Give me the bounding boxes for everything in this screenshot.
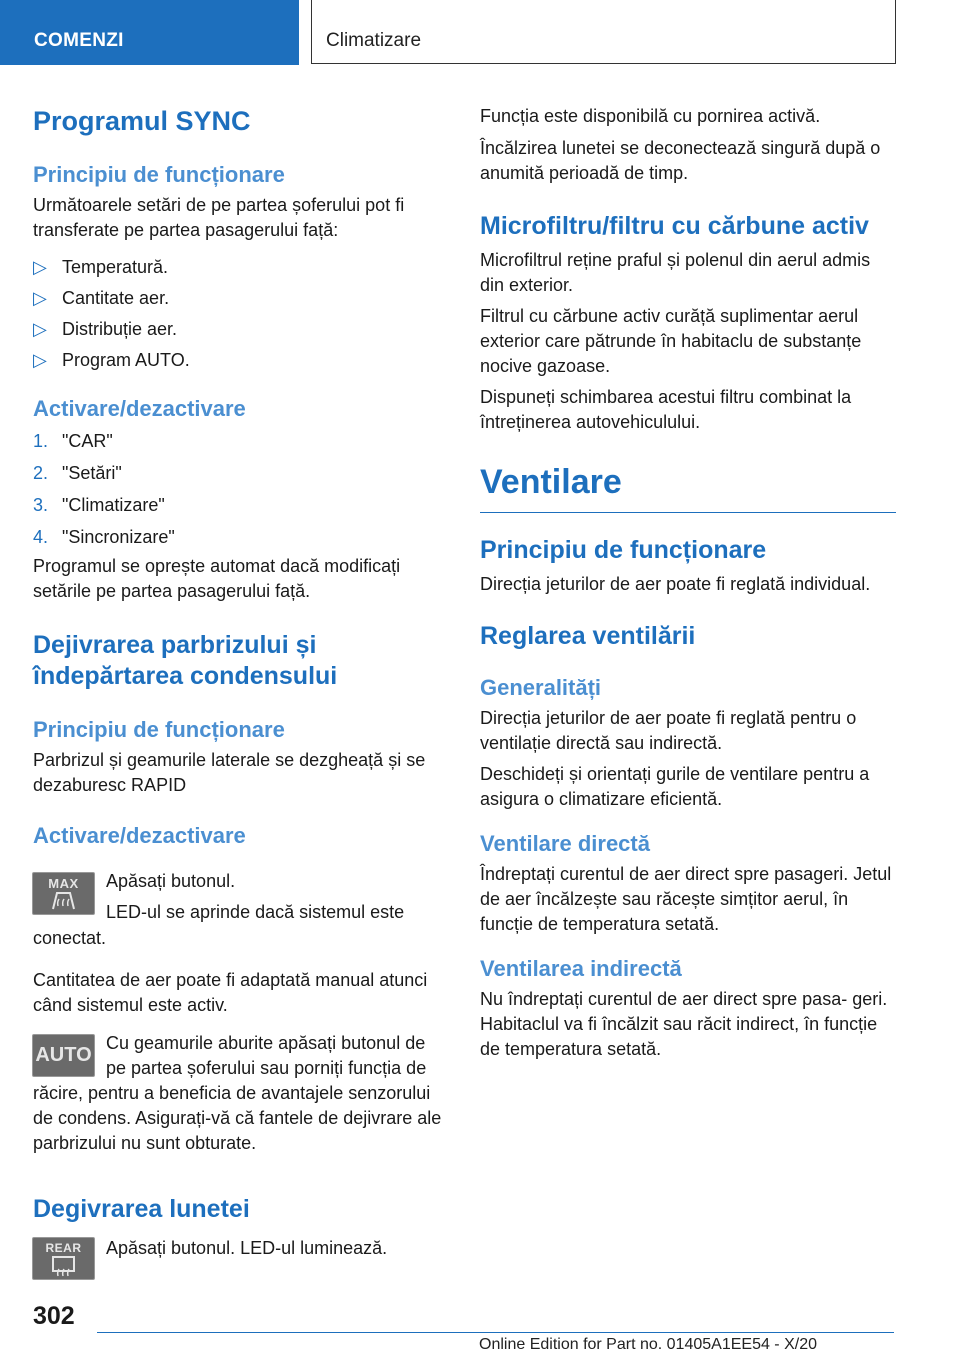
triangle-bullet-icon: ▷ bbox=[33, 288, 47, 308]
left-column bbox=[33, 100, 451, 850]
para-direct: Îndreptați curentul de aer direct spre pasageri. Jetul de aer încălzește sau răcește simțitor aerul, în funcție de temperatura setată. bbox=[480, 864, 892, 934]
list-item: ▷ Distribuție aer. bbox=[33, 317, 451, 342]
para-filter-2: Filtrul cu cărbune activ curăță suplimentar aerul exterior care pătrunde în habitaclu de substanțe nocive gazoase. bbox=[480, 306, 862, 376]
triangle-bullet-icon: ▷ bbox=[33, 319, 47, 339]
para-sync: Următoarele setări de pe partea șoferului pot fi transferate pe partea pasagerului față: bbox=[33, 195, 405, 240]
heading-filter: Microfiltru/filtru cu cărbune activ bbox=[480, 212, 869, 240]
chapter-title: Climatizare bbox=[326, 30, 422, 51]
para-filter-1: Microfiltrul reține praful și polenul din aerul admis din exterior. bbox=[480, 250, 871, 295]
heading-direct: Ventilare directă bbox=[480, 831, 650, 856]
right-column bbox=[480, 104, 896, 1062]
para-auto-2: pe partea șoferului sau porniți funcția de bbox=[106, 1058, 427, 1078]
para-auto-1: Cu geamurile aburite apăsați butonul de bbox=[106, 1033, 426, 1053]
list-item: 2. "Setări" bbox=[33, 463, 122, 483]
section-label: COMENZI bbox=[34, 30, 124, 51]
max-defrost-button-icon: MAX bbox=[32, 872, 95, 915]
heading-adjust: Reglarea ventilării bbox=[480, 622, 696, 650]
heading-defrost: Dejivrarea parbrizului și îndepărtarea condensului bbox=[33, 631, 338, 690]
para-led: LED-ul se aprinde dacă sistemul este bbox=[106, 902, 405, 922]
heading-rear-defrost: Degivrarea lunetei bbox=[33, 1195, 250, 1223]
heat-waves-icon bbox=[33, 1238, 94, 1279]
para-stop: Programul se oprește automat dacă modificați setările pe partea pasagerului față. bbox=[33, 556, 401, 601]
bullet-list bbox=[33, 255, 451, 373]
section-tab bbox=[0, 0, 299, 65]
heat-waves-icon bbox=[33, 873, 94, 914]
para-heat: Încălzirea lunetei se deconectează singură după o anumită perioadă de timp. bbox=[480, 138, 881, 183]
heading-indirect: Ventilarea indirectă bbox=[480, 956, 682, 981]
para-general-1: Direcția jeturilor de aer poate fi reglată pentru o ventilație directă sau indirectă. bbox=[480, 708, 857, 753]
list-item: ▷ Program AUTO. bbox=[33, 348, 451, 373]
triangle-bullet-icon: ▷ bbox=[33, 257, 47, 277]
para-auto-3: răcire, pentru a beneficia de avantajele senzorului de condens. Asigurați-vă că fantele de dejivrare ale parbrizului nu sunt obturate. bbox=[33, 1083, 442, 1153]
para-indirect: Nu îndreptați curentul de aer direct spre pasa- geri. Habitaclul va fi încălzit sau răcit indirect, în funcție de temperatura setată. bbox=[480, 989, 888, 1059]
heading-principle-2: Principiu de funcționare bbox=[33, 717, 285, 742]
step-list bbox=[33, 429, 451, 550]
triangle-bullet-icon: ▷ bbox=[33, 350, 47, 370]
auto-button-icon: AUTO bbox=[32, 1034, 95, 1077]
para-led-cont: conectat. bbox=[33, 928, 107, 948]
footer-divider bbox=[97, 1332, 894, 1333]
heading-principle: Principiu de funcționare bbox=[33, 162, 285, 187]
list-item: 1. "CAR" bbox=[33, 431, 113, 451]
chapter-box bbox=[311, 0, 896, 64]
heading-general: Generalități bbox=[480, 675, 602, 700]
para-rear: Apăsați butonul. LED-ul luminează. bbox=[106, 1238, 388, 1258]
para-general-2: Deschideți și orientați gurile de ventilare pentru a asigura o climatizare eficientă. bbox=[480, 764, 870, 809]
para-press: Apăsați butonul. bbox=[106, 871, 236, 891]
para-available: Funcția este disponibilă cu pornirea activă. bbox=[480, 106, 821, 126]
para-air: Cantitatea de aer poate fi adaptată manual atunci când sistemul este activ. bbox=[33, 970, 428, 1015]
rear-defrost-button-icon: REAR bbox=[32, 1237, 95, 1280]
list-item: 3. "Climatizare" bbox=[33, 495, 165, 515]
edition-note: Online Edition for Part no. 01405A1EE54 - X/20 bbox=[479, 1336, 817, 1353]
divider bbox=[480, 512, 896, 513]
heading-principle-vent: Principiu de funcționare bbox=[480, 536, 767, 564]
list-item: ▷ Cantitate aer. bbox=[33, 286, 451, 311]
heading-activation-2: Activare/dezactivare bbox=[33, 823, 246, 848]
list-item: ▷ Temperatură. bbox=[33, 255, 451, 280]
heading-ventilare: Ventilare bbox=[480, 463, 622, 501]
title-sync: Programul SYNC bbox=[33, 106, 251, 136]
para-vent: Direcția jeturilor de aer poate fi reglată individual. bbox=[480, 574, 871, 594]
para-filter-3: Dispuneți schimbarea acestui filtru combinat la întreținerea autovehiculului. bbox=[480, 387, 852, 432]
heading-activation: Activare/dezactivare bbox=[33, 396, 246, 421]
page-number: 302 bbox=[33, 1302, 75, 1330]
list-item: 4. "Sincronizare" bbox=[33, 527, 175, 547]
para-defrost: Parbrizul și geamurile laterale se dezgheață și se dezaburesc RAPID bbox=[33, 750, 426, 795]
